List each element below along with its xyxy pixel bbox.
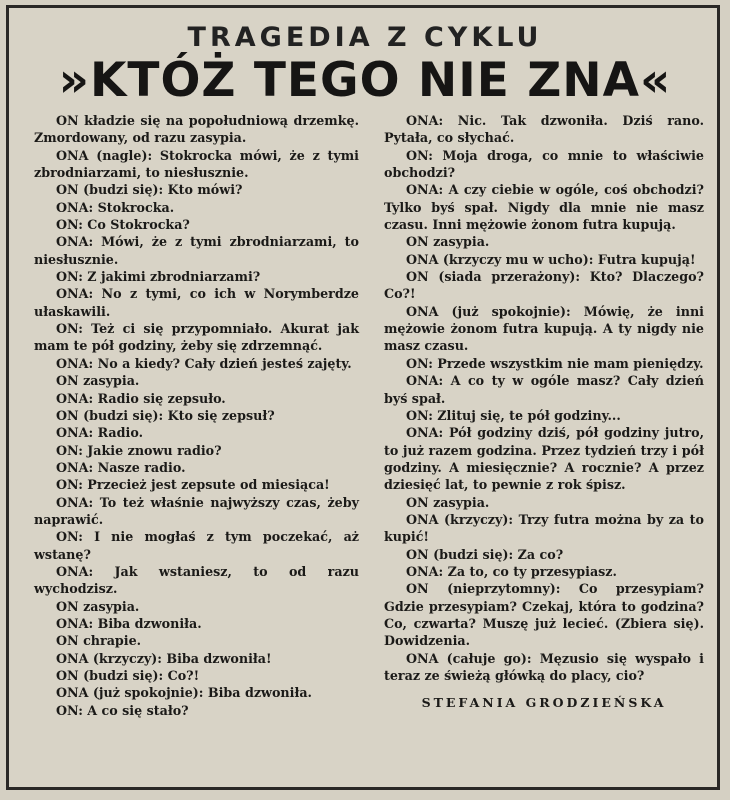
paragraph: ON: I nie mogłaś z tym poczekać, aż wstanę? [34, 529, 359, 562]
right-column [384, 112, 704, 712]
paragraph: ON zasypia. [406, 494, 490, 510]
paragraph: ONA: Pół godziny dziś, pół godziny jutro, to już razem godzina. Przez tydzień trzy i pół godziny. A miesięcznie? A rocznie? A przez dziesięć lat, to pewnie z rok śpisz. [384, 425, 704, 493]
article-title: »KTÓŻ TEGO NIE ZNA« [58, 53, 672, 108]
paragraph: ONA: Radio się zepsuło. [56, 390, 226, 406]
paragraph: ON (budzi się): Co?! [56, 668, 200, 683]
paragraph: ONA (już spokojnie): Biba dzwoniła. [56, 685, 312, 701]
paragraph: ONA (całuje go): Męzusio się wyspało i teraz ze świeżą główką do placy, cio? [384, 650, 704, 683]
paragraph: ON: Moja droga, co mnie to właściwie obchodzi? [384, 147, 704, 181]
article-supertitle: TRAGEDIA Z CYKLU [187, 22, 543, 53]
paragraph: ONA: Za to, co ty przesypiasz. [406, 563, 617, 579]
paragraph: ONA (krzyczy): Biba dzwoniła! [56, 650, 272, 666]
paragraph: ON (budzi się): Kto się zepsuł? [56, 407, 275, 423]
paragraph: ONA: Nasze radio. [56, 459, 186, 475]
paragraph: ON: Przecież jest zepsute od miesiąca! [56, 477, 330, 493]
author-signature: STEFANIA GRODZIEŃSKA [421, 695, 667, 711]
paragraph: ON: Przede wszystkim nie mam pieniędzy. [406, 355, 704, 371]
paragraph: ON: Też ci się przypomniało. Akurat jak mam te pół godziny, żeby się zdrzemnąć. [34, 321, 359, 354]
paragraph: ON (siada przerażony): Kto? Dlaczego? Co?! [384, 269, 704, 302]
paragraph: ON: Co Stokrocka? [56, 217, 190, 233]
left-column [34, 112, 359, 719]
paragraph: ONA: No z tymi, co ich w Norymberdze ułaskawili. [34, 286, 359, 319]
paragraph: ONA: To też właśnie najwyższy czas, żeby naprawić. [34, 494, 359, 527]
paragraph: ON chrapie. [56, 633, 142, 649]
paragraph: ONA: A co ty w ogóle masz? Cały dzień byś spał. [384, 373, 704, 406]
paragraph: ONA (krzyczy): Trzy futra można by za to kupić! [384, 511, 704, 545]
paragraph: ON zasypia. [56, 598, 140, 614]
paragraph: ON zasypia. [56, 373, 140, 389]
paragraph: ONA (nagle): Stokrocka mówi, że z tymi zbrodniarzami, to niesłusznie. [34, 147, 359, 181]
paragraph: ON: Zlituj się, te pół godziny... [406, 407, 621, 423]
paragraph: ON (budzi się): Kto mówi? [56, 182, 243, 198]
paragraph: ONA: Jak wstaniesz, to od razu wychodzisz. [34, 563, 359, 597]
paragraph: ONA (już spokojnie): Mówię, że inni mężowie żonom futra kupują. A ty nigdy nie masz czasu. [384, 303, 704, 354]
paragraph: ONA: Biba dzwoniła. [56, 615, 202, 631]
paragraph: ONA: A czy ciebie w ogóle, coś obchodzi? Tylko byś spał. Nigdy dla mnie nie masz czasu. Inni mężowie żonom futra kupują. [384, 182, 704, 233]
paragraph: ON (nieprzytomny): Co przesypiam? Gdzie przesypiam? Czekaj, która to godzina? Co, czwarta? Muszę już lecieć. (Zbiera się). Dowidzenia. [384, 581, 704, 649]
paragraph: ON: A co się stało? [56, 702, 189, 718]
paragraph: ONA: Stokrocka. [56, 199, 175, 215]
paragraph: ON zasypia. [406, 234, 490, 250]
paragraph: ON kładzie się na popołudniową drzemkę. Zmordowany, od razu zasypia. [34, 113, 359, 146]
paragraph: ON: Z jakimi zbrodniarzami? [56, 269, 261, 285]
paragraph: ONA: Nic. Tak dzwoniła. Dziś rano. Pytała, co słychać. [384, 113, 704, 146]
paragraph: ONA: Radio. [56, 425, 143, 441]
paragraph: ONA: No a kiedy? Cały dzień jesteś zajęty. [56, 355, 352, 371]
paragraph: ON (budzi się): Za co? [406, 546, 564, 562]
paragraph: ON: Jakie znowu radio? [56, 442, 222, 458]
paragraph: ONA: Mówi, że z tymi zbrodniarzami, to niesłusznie. [34, 234, 359, 267]
paragraph: ONA (krzyczy mu w ucho): Futra kupują! [406, 251, 696, 267]
